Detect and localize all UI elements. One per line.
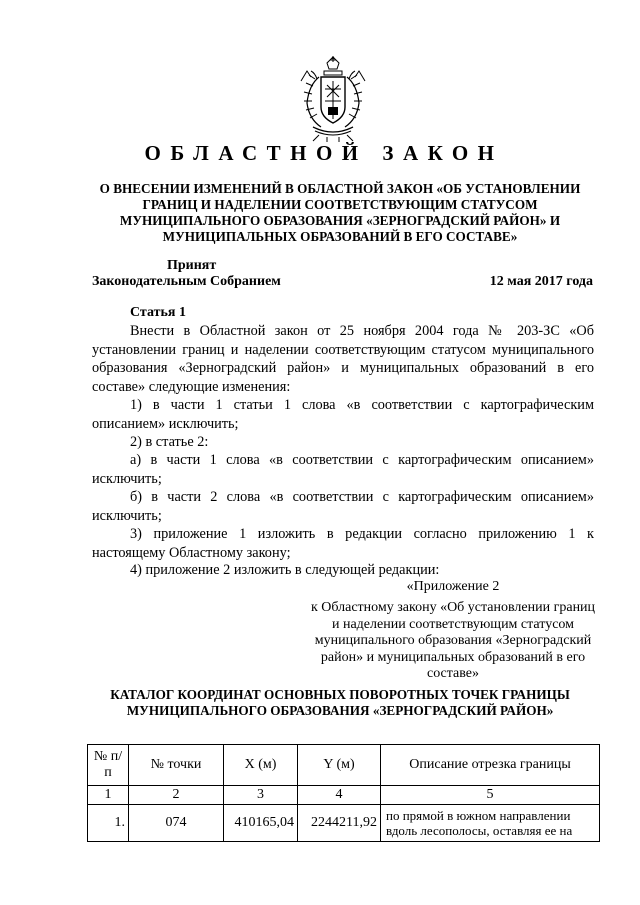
table-cell: 1. (88, 805, 129, 842)
table-header-cell: Y (м) (298, 745, 381, 786)
appendix-caption: к Областному закону «Об установлении границ и наделении соответствующим статусом муниципального образования «Зерноградский район» и муниципальных образований в его составе» (310, 600, 596, 681)
adoption-date: 12 мая 2017 года (489, 274, 593, 289)
table-column-numbers-row (88, 786, 600, 805)
table-cell: 3 (224, 786, 298, 805)
article-item: 1) в части 1 статьи 1 слова «в соответствии с картографическим описанием» исключить; (92, 397, 594, 432)
coat-of-arms-emblem (297, 55, 369, 143)
article-title: Статья 1 (130, 305, 186, 320)
adopted-by: Законодательным Собранием (92, 274, 281, 289)
table-header-cell: Описание отрезка границы (381, 745, 600, 786)
table-header-row (88, 745, 600, 786)
table-cell: 2244211,92 (298, 805, 381, 842)
table-cell: 1 (88, 786, 129, 805)
catalog-title: КАТАЛОГ КООРДИНАТ ОСНОВНЫХ ПОВОРОТНЫХ ТОЧЕК ГРАНИЦЫ МУНИЦИПАЛЬНОГО ОБРАЗОВАНИЯ «ЗЕРНОГРАДСКИЙ РАЙОН» (110, 687, 570, 718)
article-item: 3) приложение 1 изложить в редакции согласно приложению 1 к настоящему Областному закону; (92, 526, 594, 561)
table-cell: 4 (298, 786, 381, 805)
article-item: б) в части 2 слова «в соответствии с картографическим описанием» исключить; (92, 489, 594, 524)
article-paragraph: Внести в Областной закон от 25 ноября 2004 года № 203-ЗС «Об установлении границ и наделении соответствующим статусом муниципального образования «Зерноградский район» и муниципальных образований в его составе» следующие изменения: (92, 323, 594, 395)
table-cell: по прямой в южном направлении вдоль лесополосы, оставляя ее на (381, 805, 600, 842)
law-title: ОБЛАСТНОЙ ЗАКОН (144, 141, 504, 165)
table-header-cell: X (м) (224, 745, 298, 786)
table-cell: 074 (129, 805, 224, 842)
table-cell: 410165,04 (224, 805, 298, 842)
article-item: 2) в статье 2: (130, 434, 209, 450)
adopted-label: Принят (167, 258, 217, 273)
table-cell: 5 (381, 786, 600, 805)
table-row (88, 805, 600, 842)
article-item: а) в части 1 слова «в соответствии с картографическим описанием» исключить; (92, 452, 594, 487)
table-cell: 2 (129, 786, 224, 805)
law-subtitle: О ВНЕСЕНИИ ИЗМЕНЕНИЙ В ОБЛАСТНОЙ ЗАКОН «ОБ УСТАНОВЛЕНИИ ГРАНИЦ И НАДЕЛЕНИИ СООТВЕТСТВУЮЩИМ СТАТУСОМ МУНИЦИПАЛЬНОГО ОБРАЗОВАНИЯ «ЗЕРНОГРАДСКИЙ РАЙОН» И МУНИЦИПАЛЬНЫХ ОБРАЗОВАНИЙ В ЕГО СОСТАВЕ» (99, 181, 581, 244)
table-header-cell: № п/п (88, 745, 129, 786)
coordinates-table (87, 744, 600, 842)
article-item: 4) приложение 2 изложить в следующей редакции: (130, 562, 440, 578)
appendix-title: «Приложение 2 (406, 579, 500, 594)
table-header-cell: № точки (129, 745, 224, 786)
